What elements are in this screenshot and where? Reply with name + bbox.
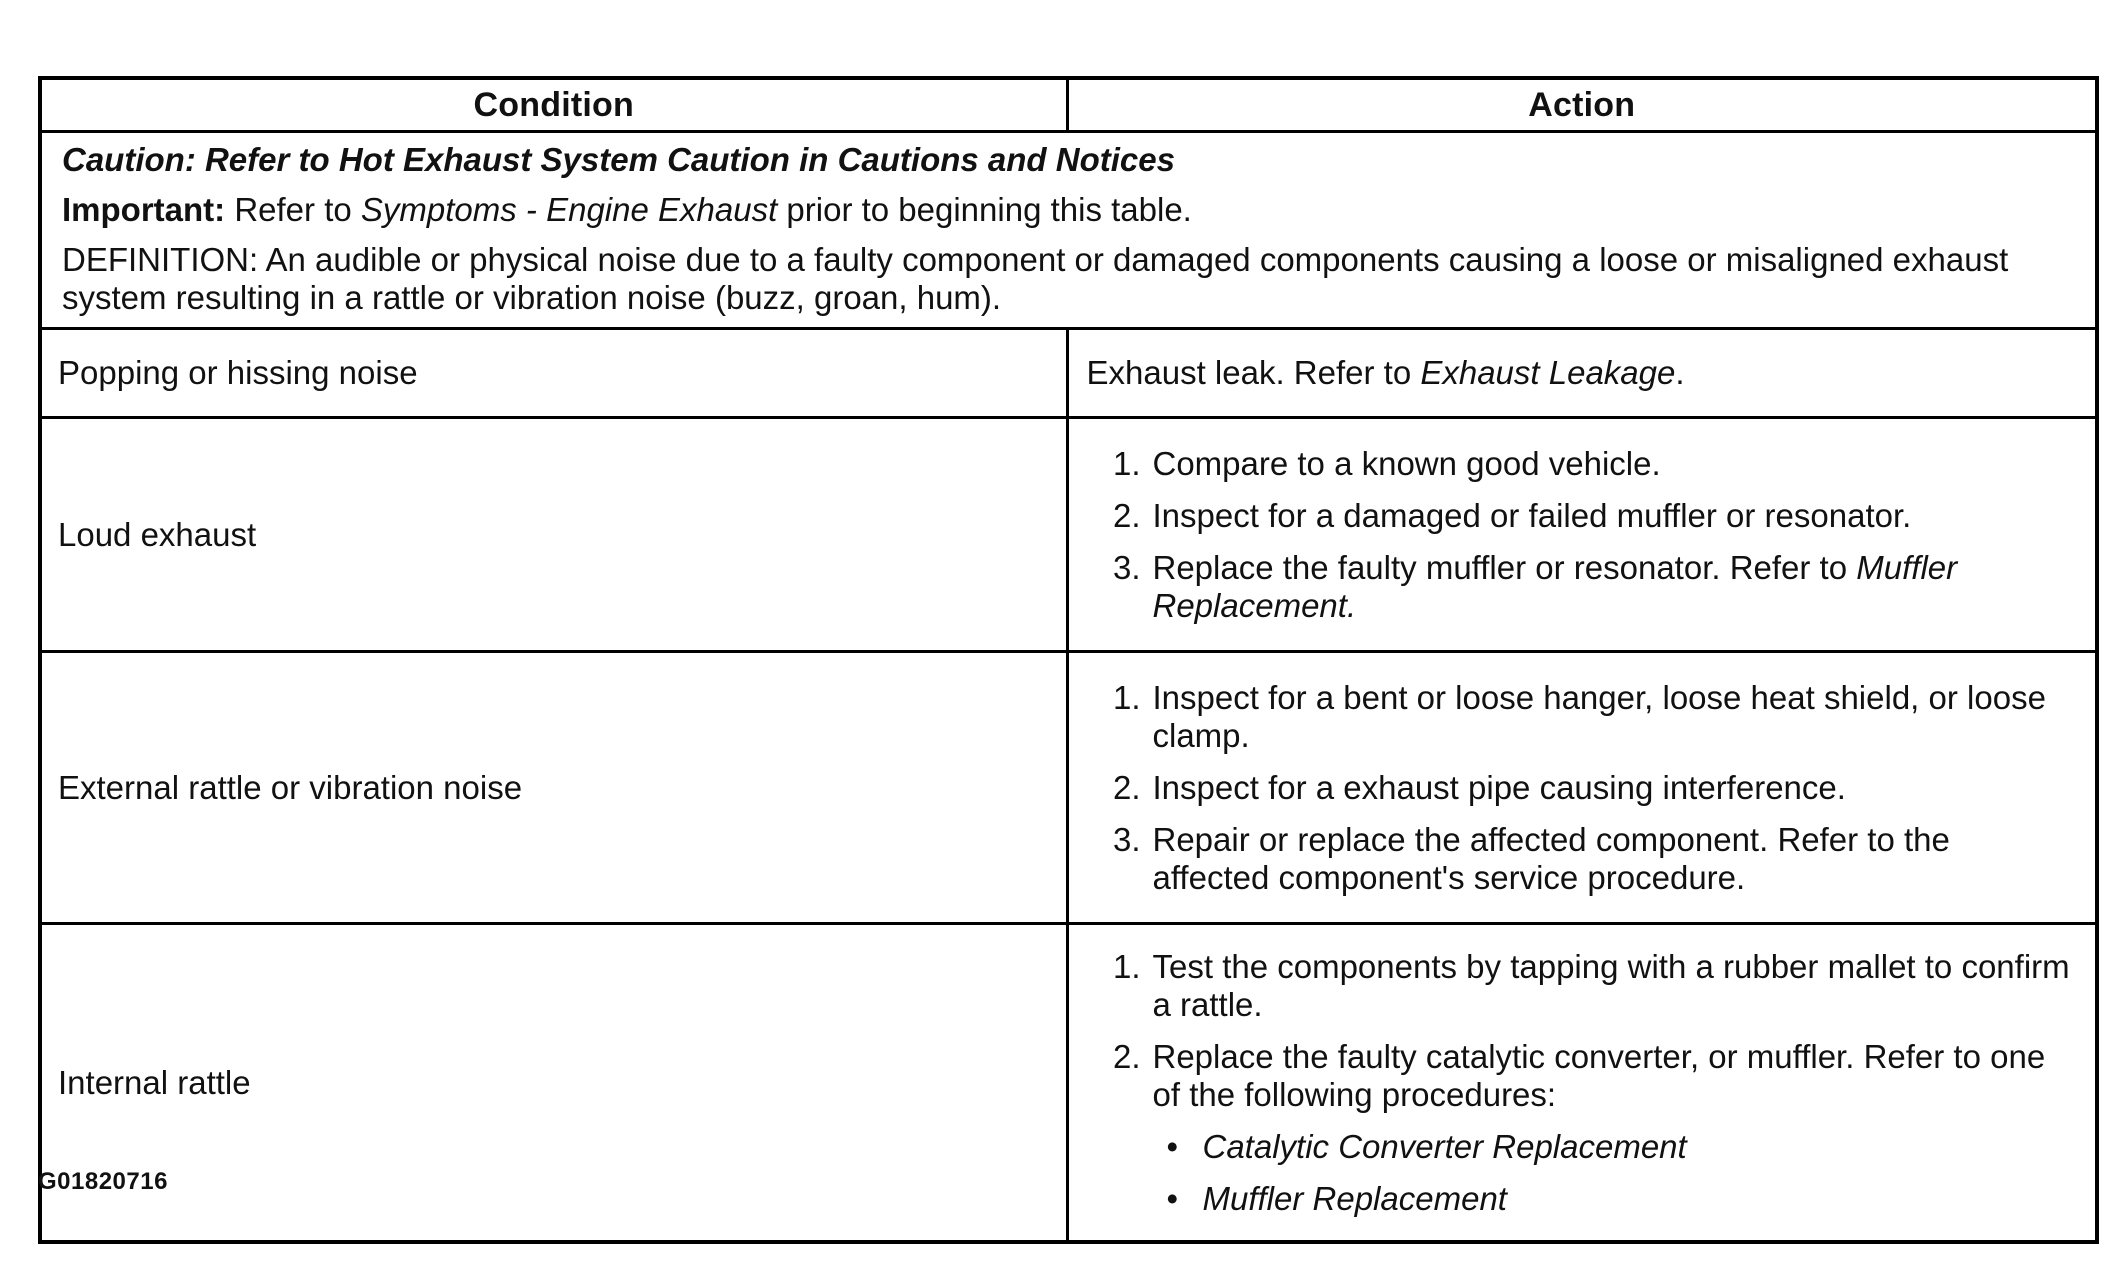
- step-list: [1087, 948, 2072, 1218]
- bullet-icon: •: [1166, 1179, 1179, 1217]
- step-text: Inspect for a bent or loose hanger, loose heat shield, or loose clamp.: [1152, 678, 2046, 754]
- action-pre-text: Exhaust leak. Refer to: [1086, 354, 1412, 391]
- definition-text: DEFINITION: An audible or physical noise due to a faulty component or damaged components causing a loose or misaligned exhaust system resulting in a rattle or vibration noise (buzz, groan, hum).: [62, 241, 2009, 316]
- procedure-item: [1167, 1128, 2072, 1166]
- exhaust-leakage-reference: Exhaust Leakage: [1420, 354, 1676, 391]
- step-body: [1153, 1038, 2072, 1218]
- important-line: [62, 191, 2075, 229]
- step-text: Inspect for a damaged or failed muffler or resonator.: [1152, 496, 1912, 534]
- definition-line: [62, 241, 2075, 317]
- action-post-text: .: [1675, 354, 1685, 391]
- step-number: 1.: [1112, 678, 1141, 716]
- table-row-popping: [40, 329, 2097, 418]
- step-list: [1087, 679, 2072, 897]
- action-column-header: Action: [1067, 78, 2097, 132]
- condition-cell: Popping or hissing noise: [40, 329, 1067, 418]
- header-row: [40, 78, 2097, 132]
- step-item: [1087, 445, 2072, 483]
- figure-id: G01820716: [38, 1168, 168, 1195]
- step-list: [1087, 445, 2072, 625]
- step-item: [1087, 679, 2072, 755]
- symptoms-reference: Symptoms - Engine Exhaust: [360, 191, 778, 228]
- step-number: 2.: [1112, 496, 1141, 534]
- table-row-internal: [40, 924, 2097, 1243]
- muffler-replacement-reference: Muffler Replacement.: [1152, 548, 1958, 624]
- intro-row: [40, 132, 2097, 329]
- step-number: 1.: [1112, 947, 1141, 985]
- important-label: Important:: [62, 191, 226, 228]
- condition-cell: External rattle or vibration noise: [40, 652, 1067, 924]
- step-text: Replace the faulty muffler or resonator. Refer to: [1152, 548, 1848, 586]
- procedure-item: [1167, 1180, 2072, 1218]
- action-cell: [1067, 924, 2097, 1243]
- muffler-replacement-reference: Muffler Replacement: [1202, 1179, 1507, 1217]
- important-pre-text: Refer to: [234, 191, 352, 228]
- diagnostic-table: [38, 76, 2099, 1244]
- step-text: Replace the faulty catalytic converter, or muffler. Refer to one of the following procedures:: [1152, 1037, 2046, 1113]
- condition-column-header: Condition: [40, 78, 1067, 132]
- step-text: Compare to a known good vehicle.: [1152, 444, 1661, 482]
- table-row-external: [40, 652, 2097, 924]
- step-text: Inspect for a exhaust pipe causing interference.: [1152, 768, 1846, 806]
- step-number: 2.: [1112, 1037, 1141, 1075]
- action-cell: [1067, 329, 2097, 418]
- important-post-text: prior to beginning this table.: [786, 191, 1192, 228]
- step-text: Repair or replace the affected component. Refer to the affected component's service procedure.: [1152, 820, 1950, 896]
- action-cell: [1067, 652, 2097, 924]
- catalytic-converter-replacement-reference: Catalytic Converter Replacement: [1202, 1127, 1687, 1165]
- caution-text: Caution: Refer to Hot Exhaust System Caution in Cautions and Notices: [62, 141, 1175, 178]
- step-item: [1087, 769, 2072, 807]
- step-number: 2.: [1112, 768, 1141, 806]
- step-number: 3.: [1112, 820, 1141, 858]
- step-item: [1087, 549, 2072, 625]
- step-number: 3.: [1112, 548, 1141, 586]
- table-row-loud: [40, 418, 2097, 652]
- action-cell: [1067, 418, 2097, 652]
- bullet-icon: •: [1166, 1127, 1179, 1165]
- condition-cell: Internal rattle: [40, 924, 1067, 1243]
- step-body: [1153, 549, 2072, 625]
- step-item: [1087, 948, 2072, 1024]
- step-item: [1087, 821, 2072, 897]
- intro-cell: [40, 132, 2097, 329]
- step-item: [1087, 1038, 2072, 1218]
- caution-line: [62, 141, 2075, 179]
- step-item: [1087, 497, 2072, 535]
- step-text: Test the components by tapping with a rubber mallet to confirm a rattle.: [1152, 947, 2070, 1023]
- step-number: 1.: [1112, 444, 1141, 482]
- procedure-list: [1153, 1128, 2072, 1218]
- condition-cell: Loud exhaust: [40, 418, 1067, 652]
